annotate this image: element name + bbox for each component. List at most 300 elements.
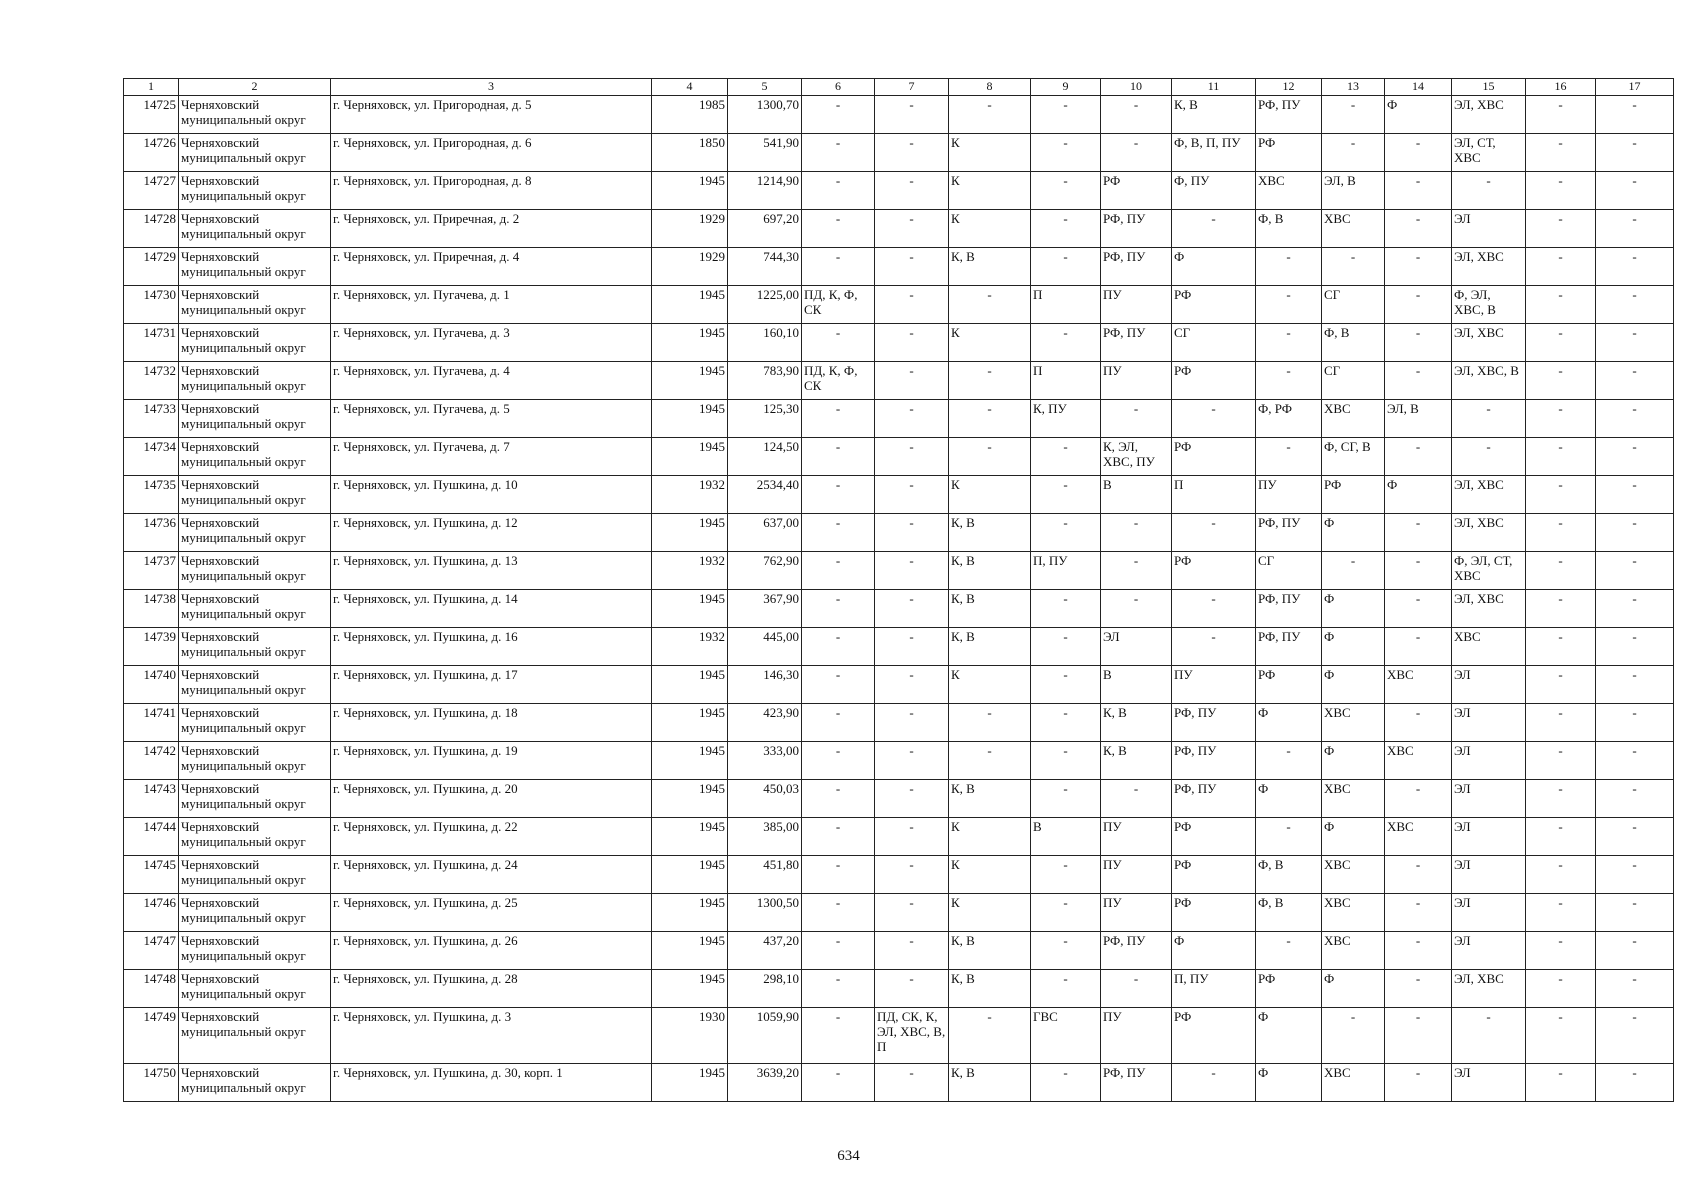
table-row (124, 476, 1674, 514)
cell-col-15: ЭЛ, ХВС, В (1452, 362, 1526, 400)
cell-address: г. Черняховск, ул. Пушкина, д. 19 (331, 742, 652, 780)
cell-col-17: - (1596, 704, 1674, 742)
cell-address: г. Черняховск, ул. Пригородная, д. 5 (331, 96, 652, 134)
cell-col-15: - (1452, 400, 1526, 438)
cell-year: 1945 (652, 666, 728, 704)
cell-col-8: К, В (949, 552, 1031, 590)
cell-municipality: Черняховский муниципальный округ (179, 704, 331, 742)
cell-col-12: - (1256, 742, 1322, 780)
cell-col-14: Ф (1385, 476, 1452, 514)
cell-col-11: - (1172, 628, 1256, 666)
cell-col-7: - (875, 818, 949, 856)
cell-col-11: РФ (1172, 362, 1256, 400)
cell-col-12: ПУ (1256, 476, 1322, 514)
cell-col-7: - (875, 780, 949, 818)
cell-col-9: - (1031, 96, 1101, 134)
cell-area: 298,10 (728, 970, 802, 1008)
cell-col-9: К, ПУ (1031, 400, 1101, 438)
cell-number: 14746 (124, 894, 179, 932)
cell-col-14: - (1385, 894, 1452, 932)
cell-col-14: - (1385, 856, 1452, 894)
cell-col-12: Ф, РФ (1256, 400, 1322, 438)
cell-col-8: - (949, 400, 1031, 438)
cell-col-14: - (1385, 324, 1452, 362)
cell-address: г. Черняховск, ул. Пушкина, д. 12 (331, 514, 652, 552)
cell-area: 367,90 (728, 590, 802, 628)
cell-col-8: К, В (949, 628, 1031, 666)
cell-year: 1932 (652, 552, 728, 590)
cell-area: 1059,90 (728, 1008, 802, 1064)
cell-col-14: - (1385, 210, 1452, 248)
cell-col-9: П (1031, 286, 1101, 324)
cell-col-6: - (802, 590, 875, 628)
cell-col-9: В (1031, 818, 1101, 856)
cell-year: 1929 (652, 210, 728, 248)
cell-year: 1945 (652, 438, 728, 476)
table-row (124, 1008, 1674, 1064)
cell-municipality: Черняховский муниципальный округ (179, 210, 331, 248)
cell-col-15: ХВС (1452, 628, 1526, 666)
cell-col-13: Ф, СГ, В (1322, 438, 1385, 476)
cell-col-6: - (802, 742, 875, 780)
cell-col-13: СГ (1322, 362, 1385, 400)
cell-year: 1945 (652, 894, 728, 932)
cell-area: 783,90 (728, 362, 802, 400)
cell-col-13: Ф (1322, 590, 1385, 628)
cell-col-13: - (1322, 134, 1385, 172)
cell-col-14: ХВС (1385, 742, 1452, 780)
column-header-6: 6 (802, 79, 875, 96)
cell-year: 1945 (652, 780, 728, 818)
column-header-14: 14 (1385, 79, 1452, 96)
cell-col-6: ПД, К, Ф, СК (802, 286, 875, 324)
cell-col-8: - (949, 704, 1031, 742)
cell-year: 1945 (652, 590, 728, 628)
cell-col-6: - (802, 134, 875, 172)
cell-col-14: ЭЛ, В (1385, 400, 1452, 438)
cell-address: г. Черняховск, ул. Пушкина, д. 30, корп. 1 (331, 1064, 652, 1102)
cell-year: 1945 (652, 362, 728, 400)
cell-col-7: - (875, 172, 949, 210)
cell-col-7: - (875, 324, 949, 362)
cell-col-11: ПУ (1172, 666, 1256, 704)
cell-address: г. Черняховск, ул. Приречная, д. 4 (331, 248, 652, 286)
cell-col-15: ЭЛ, ХВС (1452, 590, 1526, 628)
cell-number: 14732 (124, 362, 179, 400)
cell-col-11: - (1172, 590, 1256, 628)
cell-col-12: - (1256, 438, 1322, 476)
cell-municipality: Черняховский муниципальный округ (179, 894, 331, 932)
table-row (124, 970, 1674, 1008)
cell-col-17: - (1596, 970, 1674, 1008)
cell-year: 1929 (652, 248, 728, 286)
cell-col-6: - (802, 210, 875, 248)
cell-col-10: ПУ (1101, 818, 1172, 856)
cell-col-6: - (802, 1008, 875, 1064)
cell-municipality: Черняховский муниципальный округ (179, 590, 331, 628)
cell-col-14: ХВС (1385, 666, 1452, 704)
cell-col-8: К (949, 818, 1031, 856)
cell-col-10: РФ, ПУ (1101, 932, 1172, 970)
cell-year: 1945 (652, 514, 728, 552)
cell-number: 14727 (124, 172, 179, 210)
cell-col-7: - (875, 970, 949, 1008)
cell-col-14: - (1385, 628, 1452, 666)
cell-col-6: - (802, 172, 875, 210)
cell-col-15: ЭЛ, ХВС (1452, 248, 1526, 286)
column-number-header (124, 79, 1674, 96)
cell-col-16: - (1526, 856, 1596, 894)
cell-col-12: РФ, ПУ (1256, 628, 1322, 666)
cell-col-8: - (949, 742, 1031, 780)
cell-number: 14747 (124, 932, 179, 970)
cell-col-7: - (875, 286, 949, 324)
cell-col-13: - (1322, 96, 1385, 134)
cell-year: 1945 (652, 172, 728, 210)
cell-col-14: - (1385, 172, 1452, 210)
cell-col-11: - (1172, 1064, 1256, 1102)
cell-municipality: Черняховский муниципальный округ (179, 286, 331, 324)
cell-col-8: К, В (949, 590, 1031, 628)
cell-col-17: - (1596, 742, 1674, 780)
cell-col-6: - (802, 856, 875, 894)
cell-col-11: Ф (1172, 932, 1256, 970)
cell-col-15: ЭЛ (1452, 704, 1526, 742)
cell-col-9: - (1031, 932, 1101, 970)
cell-col-12: Ф (1256, 704, 1322, 742)
cell-municipality: Черняховский муниципальный округ (179, 552, 331, 590)
cell-col-7: - (875, 742, 949, 780)
cell-col-10: ПУ (1101, 856, 1172, 894)
cell-address: г. Черняховск, ул. Пригородная, д. 6 (331, 134, 652, 172)
cell-col-16: - (1526, 476, 1596, 514)
cell-col-16: - (1526, 362, 1596, 400)
cell-col-11: - (1172, 514, 1256, 552)
cell-col-13: РФ (1322, 476, 1385, 514)
cell-area: 637,00 (728, 514, 802, 552)
cell-col-9: - (1031, 590, 1101, 628)
cell-col-7: - (875, 932, 949, 970)
cell-number: 14731 (124, 324, 179, 362)
cell-col-10: К, В (1101, 742, 1172, 780)
cell-col-17: - (1596, 1008, 1674, 1064)
cell-col-9: - (1031, 856, 1101, 894)
cell-col-9: - (1031, 514, 1101, 552)
cell-col-13: Ф, В (1322, 324, 1385, 362)
cell-col-8: К (949, 134, 1031, 172)
cell-address: г. Черняховск, ул. Пушкина, д. 20 (331, 780, 652, 818)
cell-col-13: ХВС (1322, 932, 1385, 970)
cell-year: 1932 (652, 476, 728, 514)
cell-col-10: - (1101, 590, 1172, 628)
cell-col-7: - (875, 666, 949, 704)
cell-col-13: Ф (1322, 514, 1385, 552)
cell-number: 14730 (124, 286, 179, 324)
cell-col-12: РФ (1256, 970, 1322, 1008)
cell-address: г. Черняховск, ул. Пушкина, д. 22 (331, 818, 652, 856)
cell-col-13: Ф (1322, 666, 1385, 704)
cell-col-12: Ф (1256, 1008, 1322, 1064)
cell-municipality: Черняховский муниципальный округ (179, 96, 331, 134)
cell-area: 1225,00 (728, 286, 802, 324)
cell-col-12: РФ (1256, 666, 1322, 704)
cell-col-17: - (1596, 286, 1674, 324)
cell-col-13: Ф (1322, 970, 1385, 1008)
column-header-16: 16 (1526, 79, 1596, 96)
cell-col-15: ЭЛ (1452, 932, 1526, 970)
cell-address: г. Черняховск, ул. Пушкина, д. 3 (331, 1008, 652, 1064)
cell-col-7: - (875, 590, 949, 628)
cell-col-11: РФ (1172, 552, 1256, 590)
cell-col-7: - (875, 96, 949, 134)
cell-col-12: Ф, В (1256, 856, 1322, 894)
cell-municipality: Черняховский муниципальный округ (179, 818, 331, 856)
cell-col-10: В (1101, 476, 1172, 514)
cell-col-11: СГ (1172, 324, 1256, 362)
cell-col-7: - (875, 1064, 949, 1102)
cell-col-17: - (1596, 172, 1674, 210)
cell-col-12: - (1256, 286, 1322, 324)
cell-col-6: - (802, 476, 875, 514)
cell-col-11: РФ (1172, 1008, 1256, 1064)
cell-col-17: - (1596, 628, 1674, 666)
cell-col-16: - (1526, 172, 1596, 210)
cell-col-6: - (802, 400, 875, 438)
cell-area: 450,03 (728, 780, 802, 818)
cell-col-16: - (1526, 1064, 1596, 1102)
cell-col-6: - (802, 248, 875, 286)
cell-col-14: ХВС (1385, 818, 1452, 856)
cell-col-13: - (1322, 552, 1385, 590)
cell-address: г. Черняховск, ул. Пушкина, д. 26 (331, 932, 652, 970)
cell-col-10: ПУ (1101, 894, 1172, 932)
cell-col-15: ЭЛ, ХВС (1452, 514, 1526, 552)
cell-year: 1945 (652, 324, 728, 362)
column-header-7: 7 (875, 79, 949, 96)
cell-col-14: Ф (1385, 96, 1452, 134)
cell-col-17: - (1596, 362, 1674, 400)
cell-col-14: - (1385, 286, 1452, 324)
cell-col-11: К, В (1172, 96, 1256, 134)
cell-municipality: Черняховский муниципальный округ (179, 666, 331, 704)
cell-col-8: - (949, 286, 1031, 324)
cell-number: 14726 (124, 134, 179, 172)
cell-municipality: Черняховский муниципальный округ (179, 324, 331, 362)
column-header-10: 10 (1101, 79, 1172, 96)
column-header-1: 1 (124, 79, 179, 96)
cell-col-10: РФ, ПУ (1101, 1064, 1172, 1102)
cell-col-8: К (949, 856, 1031, 894)
cell-municipality: Черняховский муниципальный округ (179, 438, 331, 476)
cell-col-17: - (1596, 324, 1674, 362)
cell-col-13: Ф (1322, 742, 1385, 780)
cell-number: 14742 (124, 742, 179, 780)
cell-col-9: - (1031, 628, 1101, 666)
cell-col-9: - (1031, 248, 1101, 286)
cell-col-7: - (875, 628, 949, 666)
cell-col-10: - (1101, 514, 1172, 552)
cell-area: 744,30 (728, 248, 802, 286)
cell-number: 14745 (124, 856, 179, 894)
cell-col-15: Ф, ЭЛ, СТ, ХВС (1452, 552, 1526, 590)
cell-col-7: - (875, 210, 949, 248)
cell-municipality: Черняховский муниципальный округ (179, 1008, 331, 1064)
cell-col-12: РФ (1256, 134, 1322, 172)
cell-col-13: ХВС (1322, 704, 1385, 742)
cell-col-9: - (1031, 666, 1101, 704)
cell-col-14: - (1385, 590, 1452, 628)
cell-col-10: В (1101, 666, 1172, 704)
register-table (123, 78, 1674, 1102)
cell-address: г. Черняховск, ул. Пугачева, д. 4 (331, 362, 652, 400)
cell-col-16: - (1526, 894, 1596, 932)
cell-municipality: Черняховский муниципальный округ (179, 970, 331, 1008)
cell-col-14: - (1385, 438, 1452, 476)
cell-col-15: ЭЛ, ХВС (1452, 324, 1526, 362)
cell-col-8: К (949, 666, 1031, 704)
table-row (124, 438, 1674, 476)
cell-col-8: К, В (949, 248, 1031, 286)
cell-col-10: - (1101, 134, 1172, 172)
cell-col-9: - (1031, 210, 1101, 248)
cell-col-6: - (802, 780, 875, 818)
table-row (124, 172, 1674, 210)
table-row (124, 324, 1674, 362)
cell-area: 762,90 (728, 552, 802, 590)
cell-year: 1945 (652, 400, 728, 438)
cell-municipality: Черняховский муниципальный округ (179, 134, 331, 172)
cell-year: 1985 (652, 96, 728, 134)
cell-col-17: - (1596, 894, 1674, 932)
cell-col-11: РФ, ПУ (1172, 742, 1256, 780)
cell-col-7: - (875, 704, 949, 742)
cell-col-15: ЭЛ, ХВС (1452, 970, 1526, 1008)
cell-col-14: - (1385, 970, 1452, 1008)
cell-col-12: РФ, ПУ (1256, 514, 1322, 552)
cell-col-9: ГВС (1031, 1008, 1101, 1064)
cell-col-9: - (1031, 476, 1101, 514)
cell-col-16: - (1526, 210, 1596, 248)
cell-col-12: Ф (1256, 1064, 1322, 1102)
cell-col-17: - (1596, 932, 1674, 970)
cell-col-16: - (1526, 628, 1596, 666)
table-row (124, 552, 1674, 590)
cell-address: г. Черняховск, ул. Пушкина, д. 13 (331, 552, 652, 590)
cell-col-7: - (875, 476, 949, 514)
cell-col-11: РФ, ПУ (1172, 704, 1256, 742)
cell-col-14: - (1385, 552, 1452, 590)
cell-col-10: РФ (1101, 172, 1172, 210)
cell-col-16: - (1526, 704, 1596, 742)
cell-col-16: - (1526, 818, 1596, 856)
cell-area: 160,10 (728, 324, 802, 362)
cell-col-7: - (875, 552, 949, 590)
cell-municipality: Черняховский муниципальный округ (179, 1064, 331, 1102)
cell-col-8: - (949, 1008, 1031, 1064)
cell-col-17: - (1596, 210, 1674, 248)
cell-col-7: - (875, 856, 949, 894)
cell-col-17: - (1596, 780, 1674, 818)
cell-col-7: - (875, 400, 949, 438)
cell-col-6: - (802, 666, 875, 704)
table-row (124, 704, 1674, 742)
cell-col-14: - (1385, 704, 1452, 742)
cell-col-9: - (1031, 780, 1101, 818)
cell-col-8: К, В (949, 1064, 1031, 1102)
cell-col-13: СГ (1322, 286, 1385, 324)
cell-col-17: - (1596, 514, 1674, 552)
cell-col-11: РФ (1172, 856, 1256, 894)
cell-number: 14725 (124, 96, 179, 134)
cell-year: 1945 (652, 932, 728, 970)
cell-area: 541,90 (728, 134, 802, 172)
cell-col-13: ХВС (1322, 1064, 1385, 1102)
cell-address: г. Черняховск, ул. Пушкина, д. 18 (331, 704, 652, 742)
cell-col-15: - (1452, 172, 1526, 210)
cell-municipality: Черняховский муниципальный округ (179, 400, 331, 438)
cell-col-11: РФ (1172, 286, 1256, 324)
cell-col-17: - (1596, 476, 1674, 514)
cell-col-10: К, В (1101, 704, 1172, 742)
cell-col-6: - (802, 704, 875, 742)
table-row (124, 894, 1674, 932)
cell-col-9: - (1031, 172, 1101, 210)
cell-col-11: - (1172, 400, 1256, 438)
table-row (124, 590, 1674, 628)
cell-col-7: ПД, СК, К, ЭЛ, ХВС, В, П (875, 1008, 949, 1064)
cell-col-6: ПД, К, Ф, СК (802, 362, 875, 400)
cell-col-12: Ф (1256, 780, 1322, 818)
cell-col-16: - (1526, 1008, 1596, 1064)
page-number: 634 (837, 1148, 860, 1164)
cell-col-11: РФ, ПУ (1172, 780, 1256, 818)
cell-area: 125,30 (728, 400, 802, 438)
cell-col-10: РФ, ПУ (1101, 210, 1172, 248)
cell-area: 1300,70 (728, 96, 802, 134)
cell-col-12: - (1256, 362, 1322, 400)
cell-col-8: К, В (949, 970, 1031, 1008)
cell-col-12: РФ, ПУ (1256, 590, 1322, 628)
cell-col-12: Ф, В (1256, 894, 1322, 932)
cell-number: 14729 (124, 248, 179, 286)
cell-col-17: - (1596, 856, 1674, 894)
table-row (124, 134, 1674, 172)
cell-col-14: - (1385, 362, 1452, 400)
cell-area: 124,50 (728, 438, 802, 476)
column-header-11: 11 (1172, 79, 1256, 96)
cell-col-16: - (1526, 552, 1596, 590)
cell-number: 14749 (124, 1008, 179, 1064)
column-header-13: 13 (1322, 79, 1385, 96)
table-row (124, 362, 1674, 400)
cell-area: 437,20 (728, 932, 802, 970)
cell-col-8: К (949, 210, 1031, 248)
cell-area: 146,30 (728, 666, 802, 704)
cell-col-7: - (875, 362, 949, 400)
table-row (124, 856, 1674, 894)
cell-col-17: - (1596, 96, 1674, 134)
cell-col-13: ХВС (1322, 400, 1385, 438)
cell-year: 1945 (652, 704, 728, 742)
cell-address: г. Черняховск, ул. Пугачева, д. 3 (331, 324, 652, 362)
cell-col-16: - (1526, 742, 1596, 780)
cell-col-9: - (1031, 438, 1101, 476)
cell-col-11: РФ (1172, 818, 1256, 856)
cell-number: 14735 (124, 476, 179, 514)
cell-col-11: Ф, ПУ (1172, 172, 1256, 210)
cell-municipality: Черняховский муниципальный округ (179, 362, 331, 400)
cell-col-16: - (1526, 970, 1596, 1008)
